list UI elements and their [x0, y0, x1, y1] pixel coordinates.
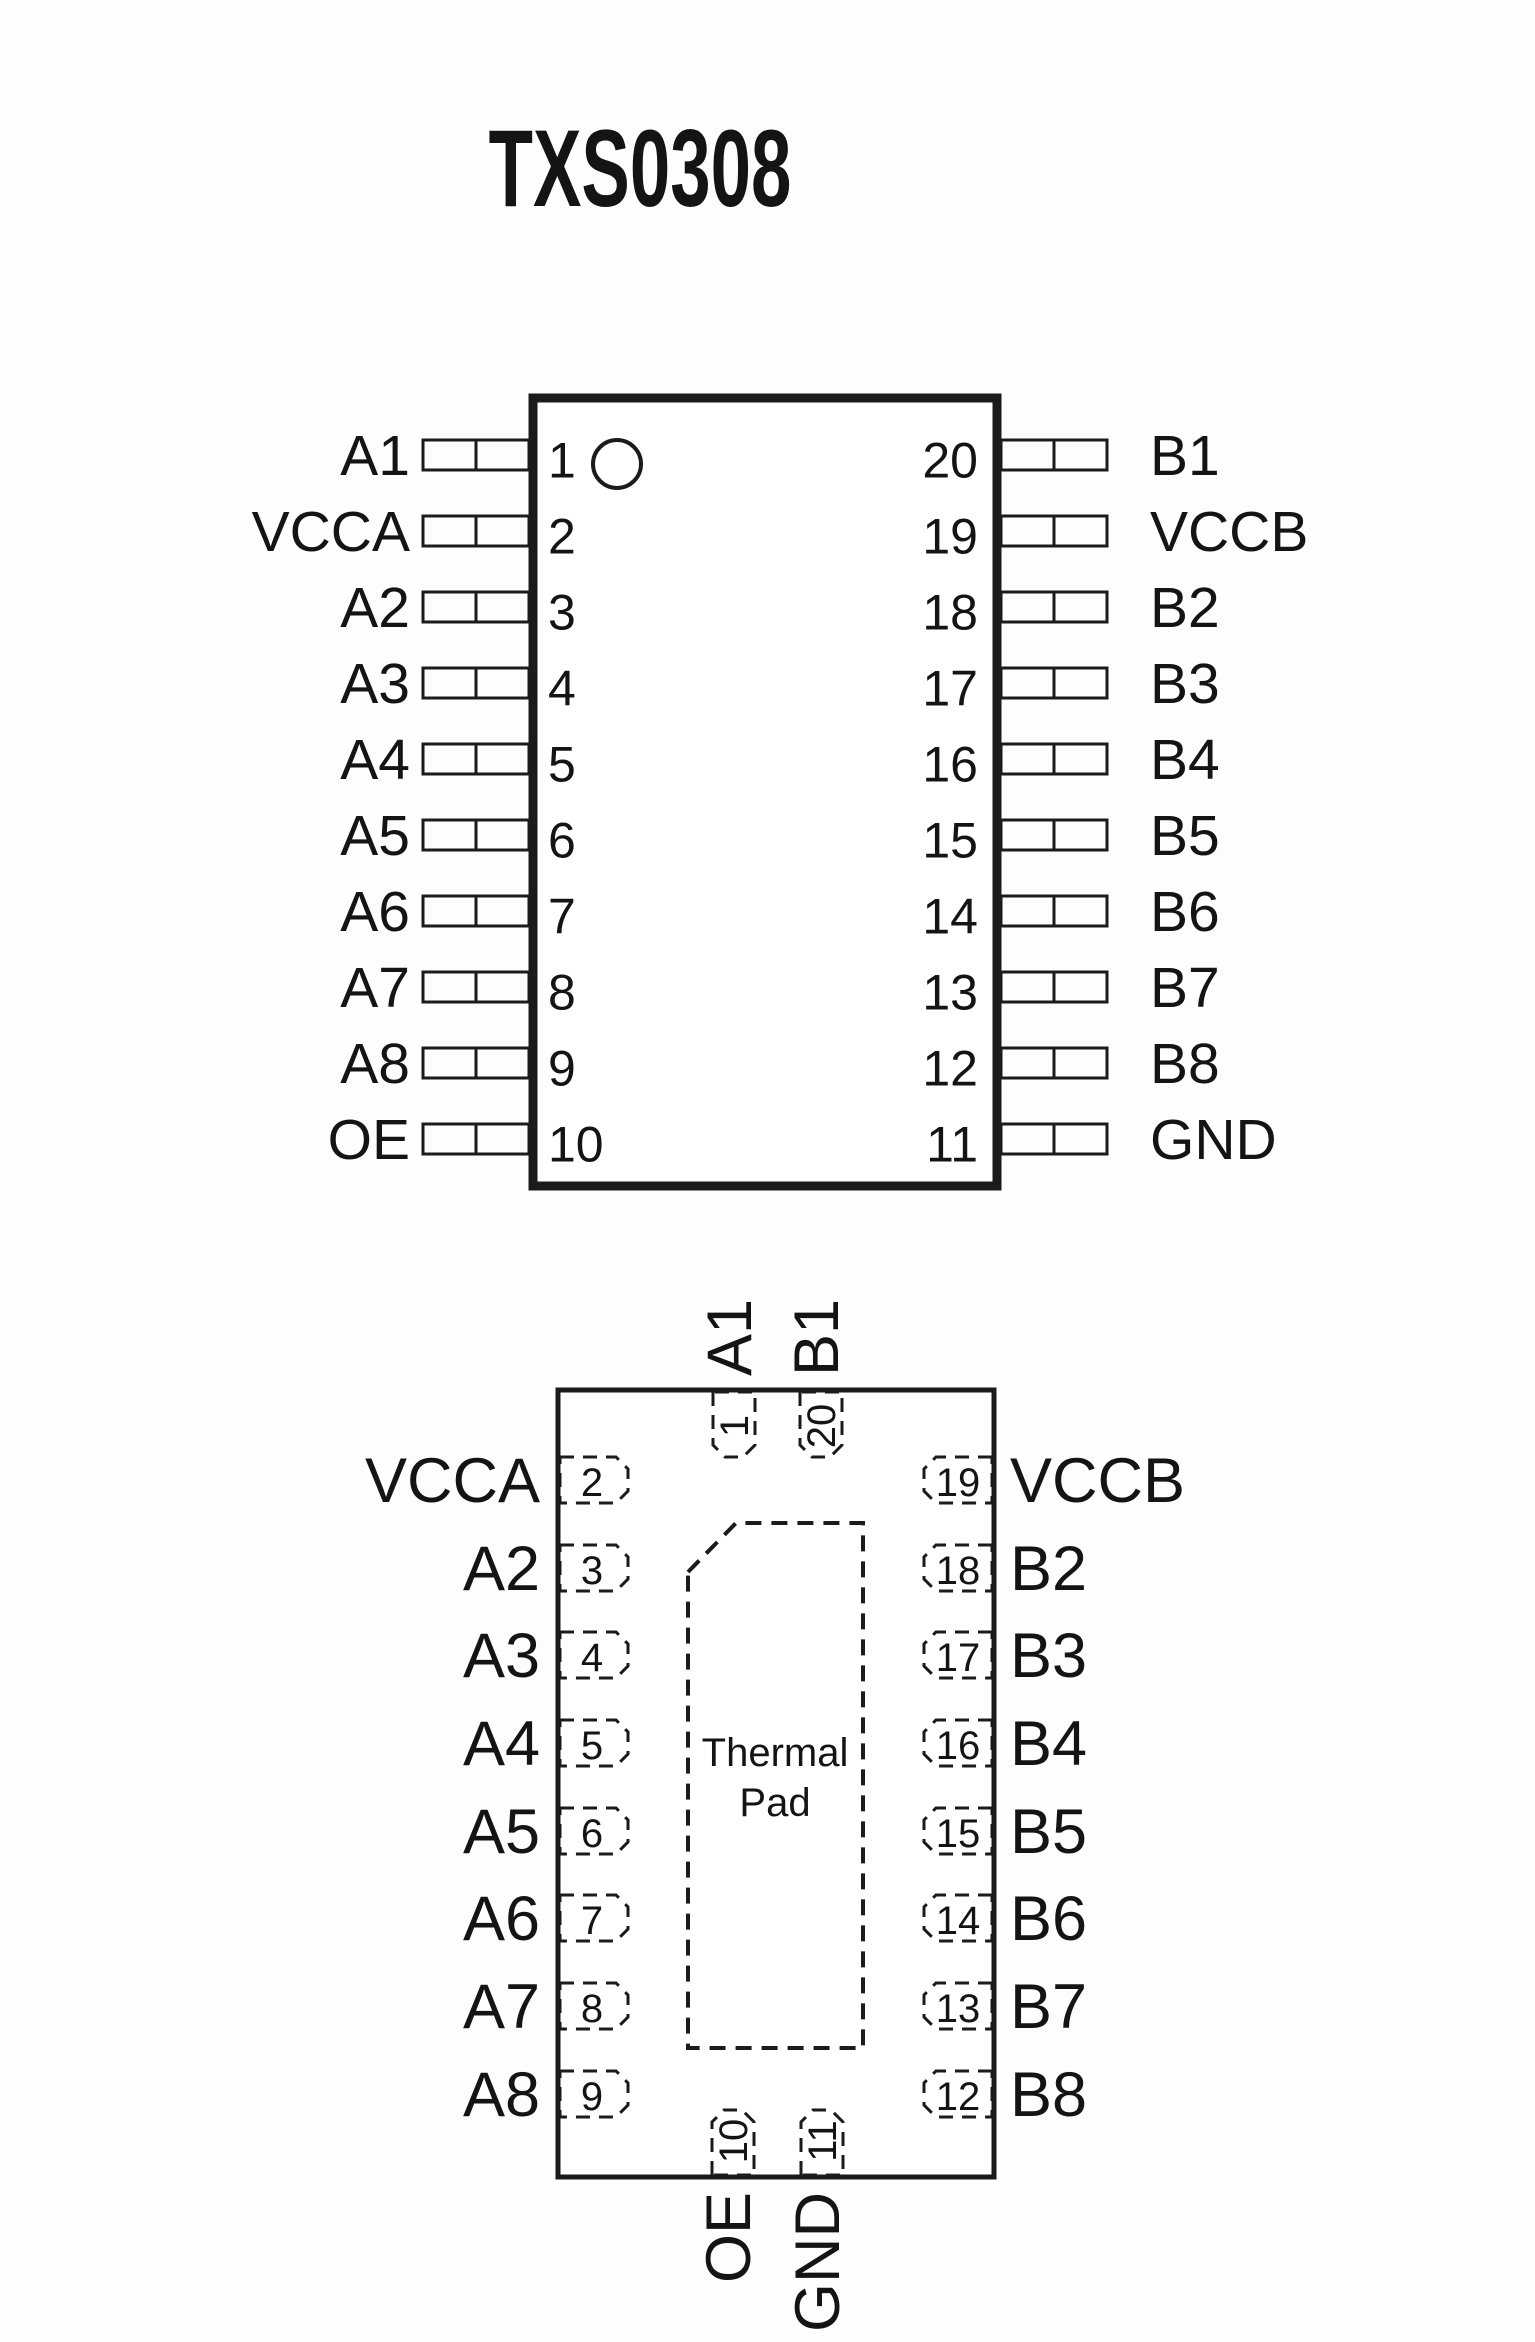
qfn-left-pin-label: A3	[462, 1621, 540, 1692]
qfn-left-pad-number: 5	[580, 1724, 604, 1768]
top-right-pin-label: B3	[1150, 651, 1220, 716]
top-left-pin-label: A4	[340, 727, 410, 792]
top-left-pin-number: 8	[548, 964, 576, 1021]
qfn-left-pad-number: 6	[580, 1812, 604, 1856]
qfn-right-pad-number: 13	[935, 1987, 981, 2031]
top-right-pin-label: VCCB	[1150, 499, 1309, 564]
top-left-pin-number: 9	[548, 1040, 576, 1097]
qfn-left-pad-number: 7	[580, 1899, 604, 1943]
qfn-bottom-pin-label: OE	[694, 2192, 764, 2284]
qfn-right-pin-label: B5	[1010, 1797, 1088, 1868]
top-right-pin-label: B2	[1150, 575, 1220, 640]
qfn-right-pad-number: 12	[935, 2075, 981, 2119]
top-left-pin-label: OE	[327, 1107, 410, 1172]
top-left-pin-label: VCCA	[251, 499, 410, 564]
qfn-left-pad-number: 8	[580, 1987, 604, 2031]
top-left-pin-number: 10	[548, 1116, 604, 1173]
qfn-left-pin-label: A7	[462, 1972, 540, 2043]
top-right-pin-label: GND	[1150, 1107, 1277, 1172]
qfn-right-pad-number: 15	[935, 1812, 981, 1856]
top-right-pin-number: 12	[922, 1040, 978, 1097]
top-left-pin-number: 6	[548, 812, 576, 869]
top-right-pin-label: B7	[1150, 955, 1220, 1020]
top-right-pin-number: 13	[922, 964, 978, 1021]
qfn-left-pin-label: A8	[462, 2060, 540, 2131]
top-left-pin-label: A2	[340, 575, 410, 640]
qfn-bottom-pad-number: 11	[801, 2120, 845, 2162]
qfn-right-pin-label: VCCB	[1010, 1446, 1186, 1517]
top-right-pin-label: B1	[1150, 423, 1220, 488]
top-right-pin-number: 15	[922, 812, 978, 869]
qfn-right-pin-label: B3	[1010, 1621, 1088, 1692]
qfn-left-pad-number: 2	[580, 1461, 604, 1505]
qfn-left-pad-number: 3	[580, 1549, 604, 1593]
bottom-package-diagram	[365, 1299, 1185, 2332]
qfn-right-pad-number: 17	[935, 1636, 981, 1680]
top-right-pin-number: 17	[922, 660, 978, 717]
top-left-pin-label: A6	[340, 879, 410, 944]
thermal-pad-label-line1: Thermal	[701, 1731, 849, 1775]
top-right-pin-label: B4	[1150, 727, 1220, 792]
page-title: TXS0308	[488, 106, 792, 230]
top-left-pin-number: 3	[548, 584, 576, 641]
qfn-bottom-pin-label: GND	[783, 2192, 853, 2332]
qfn-top-pin-label: A1	[695, 1298, 765, 1376]
top-right-pin-number: 20	[922, 432, 978, 489]
top-right-pin-label: B5	[1150, 803, 1220, 868]
qfn-left-pin-label: A2	[462, 1534, 540, 1605]
top-left-pin-number: 2	[548, 508, 576, 565]
qfn-top-pad-number: 20	[800, 1403, 844, 1449]
top-right-pin-number: 19	[922, 508, 978, 565]
top-left-pin-number: 4	[548, 660, 576, 717]
qfn-left-pin-label: A4	[462, 1709, 540, 1780]
top-right-pin-number: 14	[922, 888, 978, 945]
top-left-pin-label: A7	[340, 955, 410, 1020]
qfn-left-pad-number: 9	[580, 2075, 604, 2119]
top-left-pin-number: 1	[548, 432, 576, 489]
qfn-right-pin-label: B7	[1010, 1972, 1088, 2043]
top-left-pin-label: A5	[340, 803, 410, 868]
qfn-right-pad-number: 19	[935, 1461, 981, 1505]
top-right-pin-number: 16	[922, 736, 978, 793]
top-left-pin-label: A1	[340, 423, 410, 488]
qfn-left-pin-label: A6	[462, 1884, 540, 1955]
top-package-diagram	[252, 398, 1309, 1186]
qfn-right-pad-number: 16	[935, 1724, 981, 1768]
qfn-bottom-pad-number: 10	[712, 2118, 756, 2164]
top-right-pin-number: 11	[926, 1116, 978, 1173]
qfn-top-pin-label: B1	[782, 1298, 852, 1376]
qfn-right-pin-label: B4	[1010, 1709, 1088, 1780]
qfn-right-pad-number: 14	[935, 1899, 981, 1943]
qfn-right-pin-label: B6	[1010, 1884, 1088, 1955]
qfn-right-pin-label: B8	[1010, 2060, 1088, 2131]
top-left-pin-number: 5	[548, 736, 576, 793]
top-left-pin-label: A8	[340, 1031, 410, 1096]
top-left-pin-label: A3	[340, 651, 410, 716]
top-right-pin-number: 18	[922, 584, 978, 641]
qfn-left-pin-label: VCCA	[364, 1446, 540, 1517]
top-right-pin-label: B6	[1150, 879, 1220, 944]
top-left-pin-number: 7	[548, 888, 576, 945]
qfn-right-pad-number: 18	[935, 1549, 981, 1593]
thermal-pad-label-line2: Pad	[739, 1781, 811, 1825]
qfn-top-pad-number: 1	[713, 1414, 757, 1438]
top-right-pin-label: B8	[1150, 1031, 1220, 1096]
qfn-left-pad-number: 4	[580, 1636, 604, 1680]
qfn-left-pin-label: A5	[462, 1797, 540, 1868]
qfn-right-pin-label: B2	[1010, 1534, 1088, 1605]
